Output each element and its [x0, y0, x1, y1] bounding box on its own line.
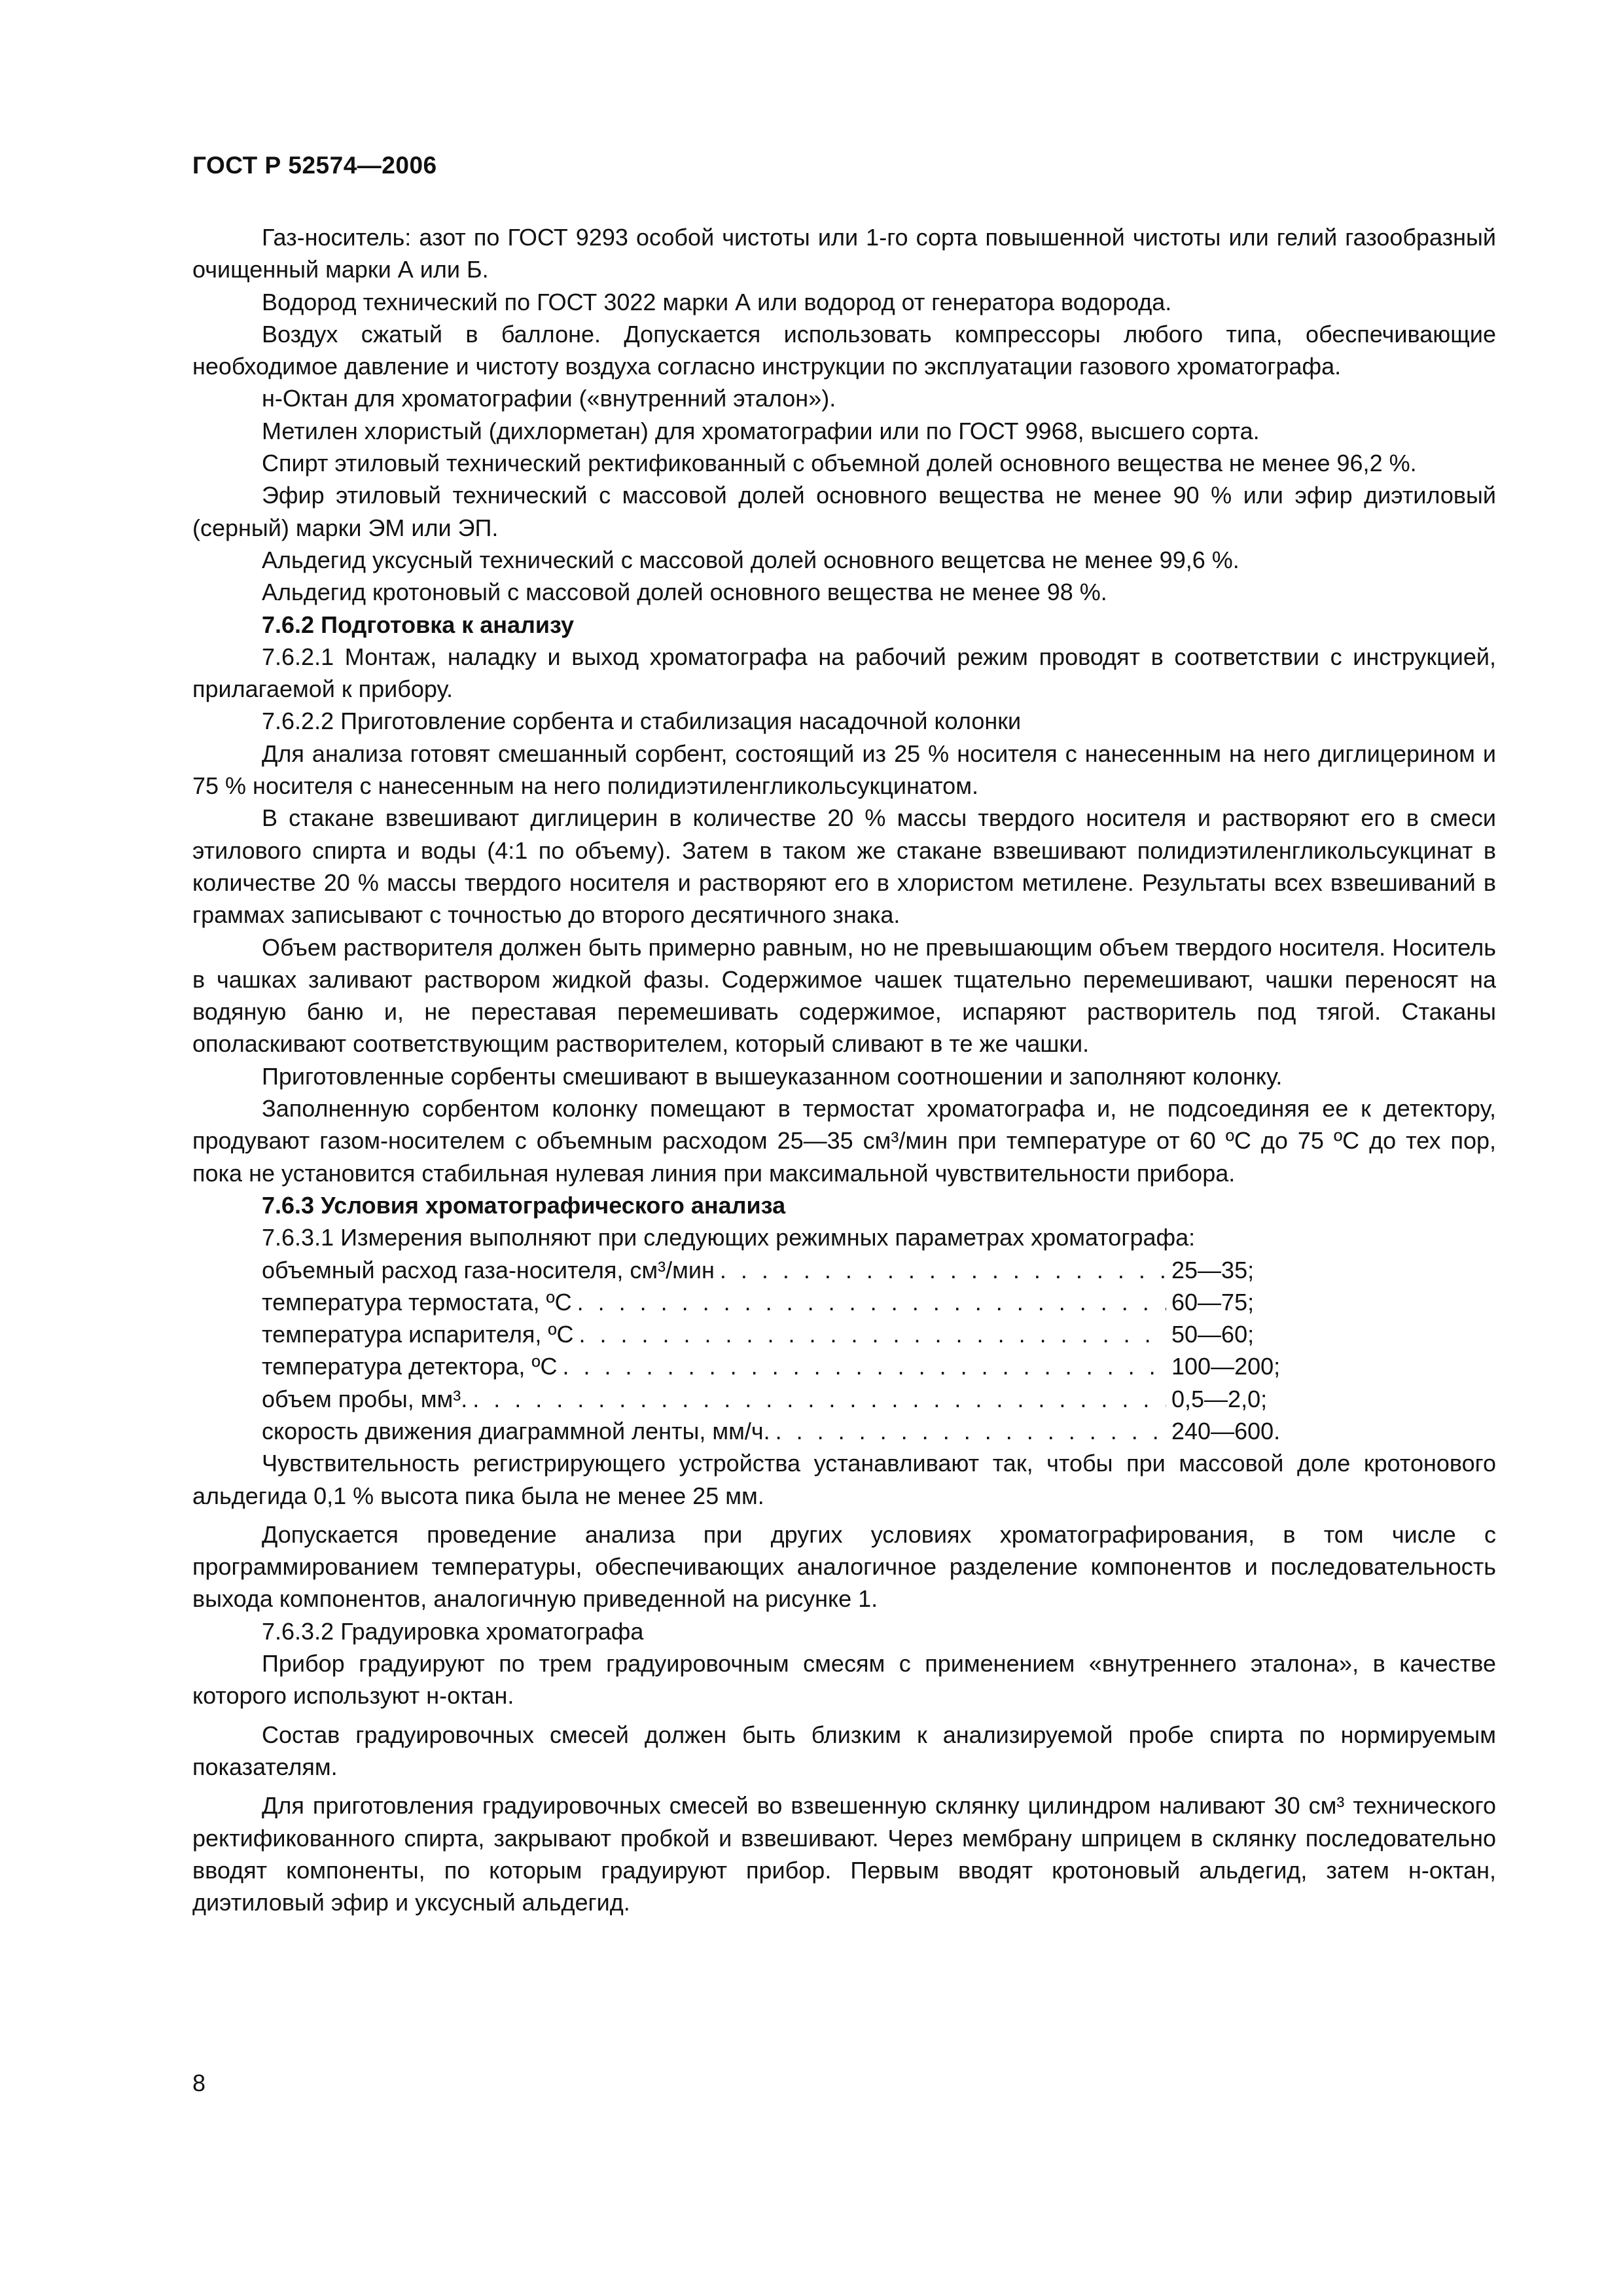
reagent-hydrogen: Водород технический по ГОСТ 3022 марки А или водород от генератора водорода.: [262, 288, 1172, 315]
paragraph-7-6-3-1: 7.6.3.1 Измерения выполняют при следующих режимных параметрах хроматографа:: [262, 1224, 1196, 1251]
parameter-row: [262, 1350, 1309, 1382]
parameter-row: [262, 1254, 1309, 1286]
paragraph-sorbent-composition: Для анализа готовят смешанный сорбент, состоящий из 25 % носителя с нанесенным на него диглицерином и 75 % носителя с нанесенным на него полидиэтиленгликольсукцинатом.: [192, 740, 1496, 800]
reagent-ether: Эфир этиловый технический с массовой долей основного вещества не менее 90 % или эфир диэтиловый (серный) марки ЭМ или ЭП.: [192, 482, 1496, 541]
document-body: [192, 221, 1496, 1918]
reagent-dichloromethane: Метилен хлористый (дихлорметан) для хроматографии или по ГОСТ 9968, высшего сорта.: [262, 417, 1260, 444]
paragraph-calibration: Прибор градуируют по трем градуировочным смесям с применением «внутреннего эталона», в качестве которого используют н-октан.: [192, 1650, 1496, 1710]
parameter-value: 240—600.: [1171, 1417, 1281, 1444]
paragraph-mixture-preparation: Для приготовления градуировочных смесей во взвешенную склянку цилиндром наливают 30 см³ технического ректификованного спирта, закрывают пробкой и взвешивают. Через мембрану шприцем в склянку последовательно вводят компоненты, по которым градуируют прибор. Первым вводят кротоновый альдегид, затем н-октан, диэтиловый эфир и уксусный альдегид.: [192, 1792, 1496, 1916]
paragraph-mixing: Приготовленные сорбенты смешивают в вышеуказанном соотношении и заполняют колонку.: [262, 1062, 1283, 1090]
paragraph-calibration-mixtures: Состав градуировочных смесей должен быть близким к анализируемой пробе спирта по нормируемым показателям.: [192, 1721, 1496, 1780]
leader-dots: [579, 1318, 1166, 1350]
parameter-label: температура термостата, ºС: [262, 1288, 572, 1316]
parameter-list: [192, 1254, 1496, 1448]
parameter-value: 100—200;: [1171, 1353, 1281, 1380]
reagent-crotonaldehyde: Альдегид кротоновый с массовой долей основного вещества не менее 98 %.: [262, 579, 1107, 606]
reagent-octane: н-Октан для хроматографии («внутренний эталон»).: [262, 385, 836, 412]
parameter-value: 60—75;: [1171, 1288, 1255, 1316]
parameter-value: 0,5—2,0;: [1171, 1385, 1268, 1412]
paragraph-7-6-3-2: 7.6.3.2 Градуировка хроматографа: [262, 1617, 644, 1645]
parameter-label: скорость движения диаграммной ленты, мм/ч.: [262, 1417, 770, 1444]
document-code-header: ГОСТ Р 52574—2006: [192, 152, 437, 179]
leader-dots: [473, 1383, 1166, 1415]
paragraph-other-conditions: Допускается проведение анализа при других условиях хроматографирования, в том числе с программированием температуры, обеспечивающих аналогичное разделение компонентов и последовательность выхода компонентов, аналогичную приведенной на рисунке 1.: [192, 1520, 1496, 1613]
parameter-value: 25—35;: [1171, 1256, 1255, 1283]
parameter-row: [262, 1383, 1309, 1415]
section-heading-7-6-2: 7.6.2 Подготовка к анализу: [262, 611, 575, 638]
paragraph-7-6-2-1: 7.6.2.1 Монтаж, наладку и выход хроматографа на рабочий режим проводят в соответствии с инструкцией, прилагаемой к прибору.: [192, 643, 1496, 703]
leader-dots: [776, 1415, 1166, 1447]
reagent-air: Воздух сжатый в баллоне. Допускается использовать компрессоры любого типа, обеспечивающие необходимое давление и чистоту воздуха согласно инструкции по эксплуатации газового хроматографа.: [192, 320, 1496, 380]
paragraph-sensitivity: Чувствительность регистрирующего устройства устанавливают так, чтобы при массовой доле кротонового альдегида 0,1 % высота пика была не менее 25 мм.: [192, 1450, 1496, 1509]
page-number: 8: [192, 2070, 206, 2096]
parameter-label: температура детектора, ºС: [262, 1353, 558, 1380]
parameter-label: объем пробы, мм³.: [262, 1385, 468, 1412]
parameter-value: 50—60;: [1171, 1321, 1255, 1348]
reagent-acetaldehyde: Альдегид уксусный технический с массовой долей основного вещетсва не менее 99,6 %.: [262, 546, 1240, 573]
paragraph-weighing: В стакане взвешивают диглицерин в количестве 20 % массы твердого носителя и растворяют его в смеси этилового спирта и воды (4:1 по объему). Затем в таком же стакане взвешивают полидиэтиленгликольсукцинат в количестве 20 % массы твердого носителя и растворяют его в хлористом метилене. Результаты всех взвешиваний в граммах записывают с точностью до второго десятичного знака.: [192, 804, 1496, 929]
reagent-ethanol: Спирт этиловый технический ректификованный с объемной долей основного вещества не менее 96,2 %.: [262, 450, 1417, 477]
reagent-carrier-gas: Газ-носитель: азот по ГОСТ 9293 особой чистоты или 1-го сорта повышенной чистоты или гелий газообразный очищенный марки А или Б.: [192, 224, 1496, 283]
leader-dots: [563, 1350, 1166, 1382]
paragraph-column-conditioning: Заполненную сорбентом колонку помещают в термостат хроматографа и, не подсоединяя ее к детектору, продувают газом-носителем с объемным расходом 25—35 см³/мин при температуре от 60 ºС до 75 ºС до тех пор, пока не установится стабильная нулевая линия при максимальной чувствительности прибора.: [192, 1095, 1496, 1187]
parameter-label: температура испарителя, ºС: [262, 1321, 574, 1348]
paragraph-solvent: Объем растворителя должен быть примерно равным, но не превышающим объем твердого носителя. Носитель в чашках заливают раствором жидкой фазы. Содержимое чашек тщательно перемешивают, чашки переносят на водяную баню и, не переставая перемешивать содержимое, испаряют растворитель под тягой. Стаканы ополаскивают соответствующим растворителем, который сливают в те же чашки.: [192, 933, 1496, 1058]
parameter-label: объемный расход газа-носителя, см³/мин: [262, 1256, 715, 1283]
leader-dots: [577, 1286, 1166, 1318]
paragraph-7-6-2-2: 7.6.2.2 Приготовление сорбента и стабилизация насадочной колонки: [262, 708, 1022, 735]
section-heading-7-6-3: 7.6.3 Условия хроматографического анализа: [262, 1191, 786, 1219]
leader-dots: [720, 1254, 1166, 1286]
parameter-row: [262, 1286, 1309, 1318]
parameter-row: [262, 1318, 1309, 1350]
parameter-row: [262, 1415, 1309, 1447]
